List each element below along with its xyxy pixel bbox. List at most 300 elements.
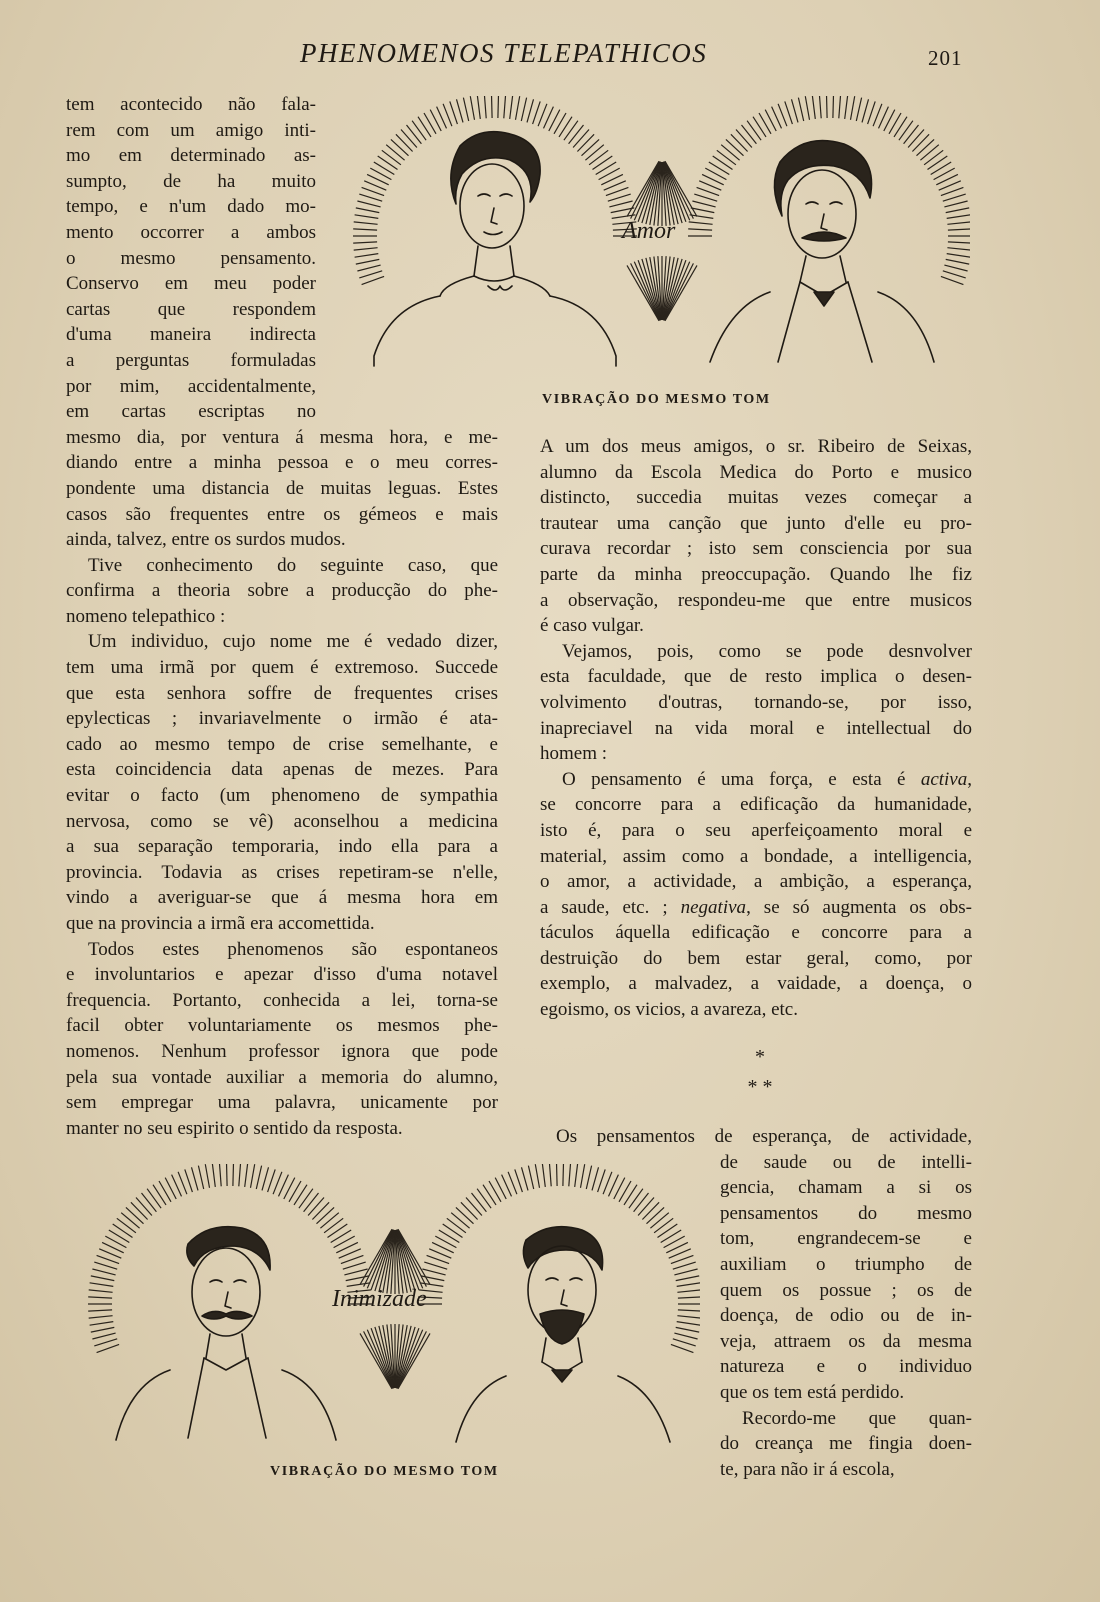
text-line: vindo a averiguar-se que á mesma hora em [66, 887, 498, 909]
halo-ray [564, 121, 578, 141]
halo-ray [851, 96, 855, 120]
halo-ray [354, 248, 378, 250]
halo-ray [868, 101, 876, 124]
halo-ray [946, 259, 970, 264]
text-line: tempo, e n'um dado mo- [66, 196, 316, 218]
halo-ray [421, 1276, 445, 1281]
halo-ray [92, 1333, 115, 1339]
text-line: a observação, respondeu-me que entre musicos [540, 589, 972, 611]
halo-ray [256, 1166, 261, 1189]
text-line: confirma a theoria sobre a producção do phe- [66, 580, 498, 602]
halo-ray [192, 1167, 199, 1190]
halo-ray [677, 1316, 700, 1318]
halo-ray [364, 1229, 393, 1286]
top-illustration-caption: VIBRAÇÃO DO MESMO TOM [542, 392, 771, 407]
text-line: a perguntas formuladas [66, 349, 316, 371]
halo-ray [673, 1262, 696, 1269]
halo-ray [753, 117, 766, 137]
halo-ray [461, 1202, 478, 1219]
halo-ray [362, 187, 385, 195]
halo-ray [839, 96, 841, 118]
text-line: provincia. Todavia as crises repetiram-se n'elle, [66, 861, 498, 883]
halo-ray [629, 1189, 643, 1209]
halo-ray [947, 215, 970, 219]
halo-ray [717, 150, 736, 165]
halo-ray [484, 96, 486, 118]
halo-ray [109, 1230, 130, 1243]
halo-ray [688, 229, 712, 230]
emphasis: negativa [680, 896, 747, 918]
halo-ray [569, 125, 584, 144]
text-line: esta coincidencia data apenas de mezes. Para [66, 759, 498, 781]
halo-ray [947, 248, 970, 250]
text-line: doença, de odio ou de in- [720, 1305, 972, 1327]
man-portrait [710, 141, 934, 362]
halo-ray [731, 134, 748, 151]
halo-ray [912, 134, 929, 151]
halo-ray [785, 101, 793, 124]
halo-ray [268, 1169, 276, 1192]
halo-ray [677, 1283, 700, 1287]
halo-ray [492, 96, 493, 118]
halo-ray [356, 208, 380, 213]
asterism-bottom: * * [747, 1076, 773, 1098]
halo-ray [581, 1164, 585, 1188]
halo-ray [378, 156, 398, 170]
halo-ray [908, 130, 924, 148]
text-line: facil obter voluntariamente os mesmos phe- [66, 1015, 498, 1037]
halo-ray [527, 99, 534, 122]
halo-ray [117, 1218, 136, 1233]
halo-ray [678, 1310, 700, 1311]
text-line: Tive conhecimento do seguinte caso, que [88, 554, 498, 576]
halo-ray [549, 1164, 551, 1186]
halo-ray [94, 1339, 117, 1346]
right-column-text [540, 434, 972, 1023]
text-line: parte da minha preoccupação. Quando lhe fiz [540, 563, 972, 585]
halo-ray [299, 1189, 313, 1209]
text-line: Os pensamentos de esperança, de actividade, [556, 1126, 972, 1147]
halo-ray [944, 265, 967, 271]
halo-ray [521, 98, 526, 121]
text-line: Todos estes phenomenos são espontaneos [88, 938, 498, 960]
halo-ray [233, 1164, 234, 1186]
halo-ray [88, 1297, 112, 1298]
text-line: Um individuo, cujo nome me é vedado dizer, [88, 631, 498, 653]
halo-ray [398, 1229, 427, 1286]
text-line: que os tem está perdido. [720, 1381, 905, 1403]
halo-ray [647, 1207, 665, 1223]
halo-ray [674, 1269, 697, 1275]
halo-ray [573, 130, 589, 148]
illustration-enmity-vibration [70, 1164, 700, 1454]
halo-ray [585, 145, 603, 161]
halo-ray [142, 1193, 157, 1212]
text-line: nervosa, como se vê) aconselhou a medicina [66, 810, 498, 832]
text-line: em cartas escriptas no [66, 401, 316, 423]
text-line: volvimento d'outras, tornando-se, por isso, [540, 691, 972, 713]
text-line: Vejamos, pois, como se pode desnvolver [562, 640, 972, 662]
halo-ray [747, 121, 761, 141]
halo-ray [827, 96, 828, 118]
halo-ray [353, 229, 377, 230]
halo-ray [665, 161, 694, 218]
halo-ray [324, 1218, 343, 1233]
halo-ray [928, 156, 948, 170]
halo-ray [424, 1262, 447, 1269]
text-line: se concorre para a edificação da humanidade, [540, 794, 972, 816]
text-line: egoismo, os vicios, a avareza, etc. [540, 999, 798, 1021]
halo-ray [320, 1213, 338, 1229]
text-line: ainda, talvez, entre os surdos mudos. [66, 529, 346, 551]
halo-ray [742, 125, 757, 144]
halo-ray [439, 1230, 460, 1243]
halo-ray [97, 1255, 120, 1263]
right-lower-first-line [556, 1124, 972, 1150]
halo-ray [89, 1316, 113, 1318]
halo-ray [944, 201, 967, 207]
halo-ray [131, 1202, 148, 1219]
halo-ray [634, 1193, 649, 1212]
text-line: d'uma maneira indirecta [66, 324, 316, 346]
halo-ray [946, 208, 970, 213]
text-line: Recordo-me que quan- [742, 1407, 972, 1429]
text-line: quem os possue ; os de [720, 1279, 972, 1301]
text-line: casos são frequentes entre os gémeos e mais [66, 503, 498, 525]
halo-ray [819, 96, 821, 118]
halo-ray [353, 242, 377, 243]
halo-ray [673, 1339, 696, 1346]
halo-ray [658, 1224, 678, 1238]
halo-ray [709, 162, 730, 175]
running-head: PHENOMENOS TELEPATHICOS [300, 38, 708, 68]
text-line: inapreciavel na vida moral e intellectual do [540, 717, 972, 739]
halo-ray [726, 139, 744, 155]
halo-ray [346, 1276, 370, 1281]
page-number: 201 [928, 46, 963, 70]
halo-ray [557, 1164, 558, 1186]
halo-ray [91, 1327, 115, 1332]
text-line: auxiliam o triumpho de [720, 1253, 972, 1275]
halo-ray [219, 1164, 221, 1186]
halo-ray [92, 1269, 115, 1275]
halo-ray [569, 1164, 571, 1186]
halo-ray [535, 1164, 539, 1188]
halo-ray [920, 145, 938, 161]
emphasis: activa [920, 768, 968, 790]
text-line: evitar o facto (um phenomeno de sympathia [66, 785, 498, 807]
halo-ray [671, 1255, 694, 1263]
halo-ray [331, 1230, 352, 1243]
halo-ray [126, 1207, 144, 1223]
halo-ray [457, 99, 464, 122]
illustration-label-amor: Amor [622, 218, 676, 244]
halo-ray [812, 96, 815, 119]
halo-ray [798, 98, 803, 121]
halo-ray [456, 1207, 474, 1223]
halo-ray [198, 1166, 203, 1189]
halo-ray [593, 156, 613, 170]
halo-ray [477, 96, 480, 119]
halo-ray [736, 130, 752, 148]
halo-ray [422, 1269, 445, 1275]
text-line: nomenos. Nenhum professor ignora que pode [66, 1040, 498, 1062]
halo-ray [689, 222, 713, 224]
halo-ray [582, 139, 600, 155]
halo-ray [357, 265, 380, 271]
text-line: tem acontecido não fala- [66, 94, 316, 115]
text-line: que na provincia a irmã era accomettida. [66, 913, 375, 934]
halo-ray [364, 1331, 393, 1388]
halo-ray [504, 96, 506, 118]
halo-ray [943, 194, 966, 201]
text-line: distincto, succedia muitas vezes começar a [540, 487, 972, 509]
halo-ray [792, 99, 799, 122]
text-line: epylecticas ; invariavelmente o irmão é ata- [66, 708, 498, 730]
text-line: tom, engrandecem-se e [720, 1228, 972, 1250]
halo-ray [713, 156, 733, 170]
halo-ray [227, 1164, 228, 1186]
halo-ray [606, 187, 629, 195]
halo-ray [113, 1224, 133, 1238]
halo-ray [592, 1167, 599, 1190]
halo-ray [943, 271, 966, 278]
halo-ray [542, 1164, 545, 1187]
halo-ray [948, 229, 970, 230]
halo-ray [654, 1218, 673, 1233]
halo-ray [533, 101, 541, 124]
halo-ray [677, 1322, 700, 1326]
text-line: homem : [540, 743, 608, 765]
text-line: sem empregar uma palavra, unicamente por [66, 1092, 498, 1114]
halo-ray [522, 1167, 529, 1190]
halo-ray [676, 1276, 700, 1281]
halo-ray [904, 125, 919, 144]
text-line: te, para não ir á escola, [720, 1458, 895, 1480]
halo-ray [401, 130, 417, 148]
halo-ray [245, 1164, 248, 1187]
halo-ray [917, 139, 935, 155]
halo-ray [498, 96, 499, 118]
halo-ray [924, 150, 943, 165]
halo-ray [661, 1230, 682, 1243]
halo-ray [899, 121, 913, 141]
halo-ray [563, 1164, 564, 1186]
text-line: material, assim como a bondade, a intelligencia, [540, 845, 972, 867]
halo-ray [355, 254, 379, 258]
halo-ray [94, 1262, 117, 1269]
halo-ray [589, 150, 608, 165]
text-line: a saude, etc. ; negativa, se só augmenta os obs- [540, 896, 972, 918]
halo-ray [931, 162, 952, 175]
halo-ray [516, 96, 520, 120]
halo-ray [121, 1213, 139, 1229]
halo-ray [671, 1344, 694, 1352]
halo-ray [341, 1255, 364, 1263]
bottom-illustration-caption: VIBRAÇÃO DO MESMO TOM [270, 1464, 499, 1479]
halo-ray [894, 117, 907, 137]
halo-ray [598, 1169, 606, 1192]
halo-ray [391, 139, 409, 155]
halo-ray [947, 254, 970, 258]
halo-ray [862, 99, 869, 122]
text-line: O pensamento é uma força, e esta é activa, [562, 768, 972, 790]
text-line: gencia, chamam a si os [720, 1177, 972, 1199]
text-line: por mim, accidentalmente, [66, 375, 316, 397]
halo-ray [676, 1327, 700, 1332]
text-line: cado ao mesmo tempo de crise semelhante, e [66, 733, 498, 755]
halo-ray [833, 96, 834, 118]
text-line: diando entre a minha pessoa e o meu corres- [66, 452, 498, 474]
halo-ray [694, 194, 717, 201]
text-line: tem uma irmã por quem é extremoso. Succede [66, 657, 498, 679]
halo-ray [463, 98, 468, 121]
halo-ray [304, 1193, 319, 1212]
halo-ray [355, 215, 379, 219]
halo-ray [357, 201, 380, 207]
text-line: sumpto, de ha muito [66, 170, 316, 192]
text-line: rem com um amigo inti- [66, 119, 316, 141]
halo-ray [90, 1322, 114, 1326]
halo-ray [631, 263, 660, 320]
halo-ray [948, 242, 970, 243]
halo-ray [477, 1189, 491, 1209]
halo-ray [407, 125, 422, 144]
halo-ray [386, 145, 404, 161]
halo-ray [88, 1310, 112, 1311]
halo-ray [205, 1164, 209, 1188]
asterism-top: * [755, 1046, 765, 1068]
text-line: frequencia. Portanto, conhecida a lei, torna-se [66, 989, 498, 1011]
halo-ray [312, 1202, 329, 1219]
halo-ray [451, 1213, 469, 1229]
halo-ray [418, 117, 431, 137]
halo-ray [136, 1198, 152, 1216]
halo-ray [624, 1185, 637, 1205]
halo-ray [650, 1213, 668, 1229]
halo-ray [721, 145, 739, 161]
text-line: do creança me fingia doen- [720, 1433, 972, 1455]
text-line: veja, attraem os da mesma [720, 1330, 972, 1352]
man-left-portrait [116, 1227, 336, 1440]
halo-ray [382, 150, 401, 165]
halo-ray [374, 162, 395, 175]
text-line: mo em determinado as- [66, 145, 316, 167]
halo-ray [559, 117, 572, 137]
halo-ray [608, 194, 631, 201]
halo-ray [398, 1331, 427, 1388]
halo-ray [356, 259, 380, 264]
halo-ray [609, 201, 632, 207]
text-line: pondente uma distancia de muitas leguas. Estes [66, 477, 498, 499]
text-line: isto é, para o seu aperfeiçoamento moral e [540, 819, 972, 841]
halo-ray [466, 1198, 482, 1216]
halo-ray [638, 1198, 654, 1216]
halo-ray [362, 276, 385, 284]
halo-ray [470, 96, 474, 120]
halo-ray [941, 187, 964, 195]
halo-ray [510, 96, 513, 119]
text-line: é caso vulgar. [540, 615, 644, 637]
halo-ray [251, 1164, 255, 1188]
halo-ray [450, 101, 458, 124]
text-line: exemplo, a malvadez, a vaidade, a doença, o [540, 973, 972, 995]
halo-ray [308, 1198, 324, 1216]
text-line: mesmo dia, por ventura á mesma hora, e me- [66, 426, 498, 448]
halo-ray [328, 1224, 348, 1238]
halo-ray [90, 1283, 114, 1287]
text-line: o mesmo pensamento. [66, 247, 316, 269]
text-line: a sua separação temporaria, indo ella para a [66, 836, 498, 858]
halo-ray [677, 1290, 700, 1292]
text-line: esta faculdade, que de resto implica o desen- [540, 666, 972, 688]
halo-ray [483, 1185, 496, 1205]
man-right-portrait [456, 1227, 670, 1442]
halo-ray [674, 1333, 697, 1339]
text-line: e involuntarios e apezar d'isso d'uma notavel [66, 964, 498, 986]
halo-ray [805, 96, 809, 120]
halo-ray [359, 194, 382, 201]
halo-ray [212, 1164, 215, 1187]
halo-ray [354, 222, 378, 224]
text-line: nomeno telepathico : [66, 605, 226, 627]
halo-ray [515, 1169, 523, 1192]
halo-ray [697, 187, 720, 195]
halo-ray [153, 1185, 166, 1205]
illustration-love-vibration [340, 96, 970, 386]
halo-ray [947, 222, 970, 224]
text-line: alumno da Escola Medica do Porto e musico [540, 461, 972, 483]
halo-ray [185, 1169, 193, 1192]
halo-ray [97, 1344, 120, 1352]
halo-ray [294, 1185, 307, 1205]
text-line: táculos áquella edificação e concorre para a [540, 922, 972, 944]
halo-ray [447, 1218, 466, 1233]
halo-ray [91, 1276, 115, 1281]
right-lower-text [720, 1150, 972, 1483]
halo-ray [586, 1166, 591, 1189]
halo-ray [528, 1166, 533, 1189]
text-line: A um dos meus amigos, o sr. Ribeiro de Seixas, [540, 436, 972, 457]
illustration-label-inimizade: Inimizade [332, 1286, 427, 1312]
text-line: trautear uma canção que junto d'elle eu pro- [540, 512, 972, 534]
text-line: manter no seu espirito o sentido da resposta. [66, 1117, 403, 1139]
halo-ray [845, 96, 848, 119]
halo-ray [343, 1262, 366, 1269]
halo-ray [396, 134, 413, 151]
halo-ray [665, 263, 694, 320]
halo-ray [443, 1224, 463, 1238]
text-line: cartas que respondem [66, 298, 316, 320]
halo-ray [678, 1297, 700, 1298]
text-line: natureza e o individuo [720, 1356, 972, 1378]
halo-ray [472, 1193, 487, 1212]
halo-ray [642, 1202, 659, 1219]
halo-ray [147, 1189, 161, 1209]
halo-ray [692, 201, 715, 207]
halo-ray [344, 1269, 367, 1275]
halo-ray [631, 161, 660, 218]
halo-ray [317, 1207, 335, 1223]
woman-portrait [374, 132, 616, 366]
text-line: pensamentos do mesmo [720, 1202, 972, 1224]
halo-ray [262, 1167, 269, 1190]
text-line: destruição do bem estar geral, como, por [540, 947, 972, 969]
halo-ray [941, 276, 964, 284]
halo-ray [575, 1164, 578, 1187]
halo-ray [577, 134, 594, 151]
text-line: curava recordar ; isto sem consciencia por sua [540, 538, 972, 560]
